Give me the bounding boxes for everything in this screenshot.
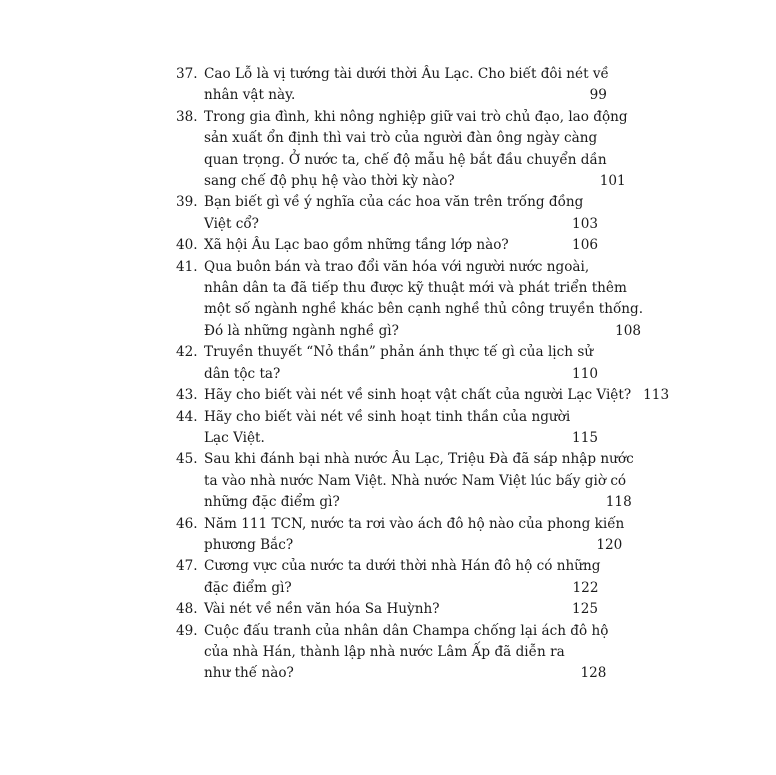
entry-number: 45. <box>176 451 198 468</box>
entry-title-line: nhân dân ta đã tiếp thu được kỹ thuật mới và phát triển thêm <box>204 280 627 297</box>
toc-entry <box>176 257 644 343</box>
entry-page-number: 113 <box>643 387 670 404</box>
entry-title <box>204 599 600 620</box>
entry-title <box>204 257 643 343</box>
entry-title-line: quan trọng. Ở nước ta, chế độ mẫu hệ bắt đầu chuyển dần <box>204 151 607 168</box>
entry-title-line: sang chế độ phụ hệ vào thời kỳ nào? <box>204 173 455 190</box>
entry-title <box>204 621 608 685</box>
entry-title-line: Cao Lỗ là vị tướng tài dưới thời Âu Lạc. Cho biết đôi nét về <box>204 66 609 82</box>
entry-title <box>204 556 600 599</box>
entry-title-line: Truyền thuyết “Nỏ thần” phản ánh thực tế gì của lịch sử <box>204 344 594 361</box>
entry-number: 46. <box>176 515 198 532</box>
entry-title-line: Năm 111 TCN, nước ta rơi vào ách đô hộ nào của phong kiến <box>204 515 625 532</box>
entry-number: 48. <box>176 601 198 618</box>
entry-title <box>204 407 600 450</box>
toc-entry <box>176 235 600 256</box>
entry-number: 43. <box>176 387 198 404</box>
entry-title-line: Sau khi đánh bại nhà nước Âu Lạc, Triệu Đà đã sáp nhập nước <box>204 451 634 468</box>
toc-entry <box>176 64 609 107</box>
entry-title-line: Hãy cho biết vài nét về sinh hoạt tinh thần của người <box>204 408 571 425</box>
entry-page-number: 108 <box>615 322 642 339</box>
entry-title-line: nhân vật này. <box>204 87 296 104</box>
entry-page-number: 128 <box>580 665 607 682</box>
entry-number: 44. <box>176 408 198 425</box>
entry-title <box>204 192 600 235</box>
toc-entry <box>176 556 600 599</box>
entry-title <box>204 385 671 406</box>
toc-entry <box>176 342 600 385</box>
entry-title-line: Bạn biết gì về ý nghĩa của các hoa văn trên trống đồng <box>204 194 584 211</box>
entry-page-number: 120 <box>596 536 623 553</box>
entry-page-number: 101 <box>599 173 626 190</box>
entry-number: 37. <box>176 66 198 82</box>
entry-title <box>204 342 600 385</box>
entry-number: 41. <box>176 258 198 275</box>
entry-title-line: một số ngành nghề khác bên cạnh nghề thủ công truyền thống. <box>204 301 644 318</box>
entry-title-line: như thế nào? <box>204 665 294 682</box>
entry-page-number: 125 <box>572 601 598 618</box>
entry-title-line: những đặc điểm gì? <box>204 494 340 511</box>
toc-entry <box>176 514 625 557</box>
entry-title <box>204 449 634 513</box>
entry-title <box>204 514 624 557</box>
entry-number: 49. <box>176 622 198 639</box>
entry-title-line: dân tộc ta? <box>204 365 281 382</box>
entry-page-number: 110 <box>572 365 598 382</box>
entry-title-line: ta vào nhà nước Nam Việt. Nhà nước Nam Việt lúc bấy giờ có <box>204 472 627 489</box>
entry-number: 38. <box>176 108 198 125</box>
entry-title-line: phương Bắc? <box>204 536 294 553</box>
entry-title <box>204 235 600 256</box>
toc-entry <box>176 407 600 450</box>
entry-number: 40. <box>176 237 198 254</box>
table-of-contents <box>176 64 670 685</box>
entry-page-number: 115 <box>572 429 598 446</box>
entry-title-line: Trong gia đình, khi nông nghiệp giữ vai trò chủ đạo, lao động <box>204 108 628 125</box>
entry-title-line: Hãy cho biết vài nét về sinh hoạt vật chất của người Lạc Việt? <box>204 387 632 404</box>
entry-title-line: Qua buôn bán và trao đổi văn hóa với người nước ngoài, <box>204 258 590 275</box>
entry-page-number: 106 <box>572 237 598 254</box>
entry-title-line: Vài nét về nền văn hóa Sa Huỳnh? <box>204 601 440 618</box>
entry-page-number: 122 <box>572 579 599 596</box>
toc-entry <box>176 599 600 620</box>
toc-entry <box>176 107 628 193</box>
toc-entry <box>176 385 670 406</box>
entry-number: 42. <box>176 344 198 361</box>
entry-page-number: 118 <box>605 494 632 511</box>
entry-title-line: Việt cổ? <box>204 215 259 232</box>
entry-title <box>204 64 609 107</box>
entry-title-line: sản xuất ổn định thì vai trò của người đàn ông ngày càng <box>204 130 598 147</box>
entry-title-line: đặc điểm gì? <box>204 579 292 596</box>
entry-title-line: Đó là những ngành nghề gì? <box>204 322 399 339</box>
entry-title-line: Cương vực của nước ta dưới thời nhà Hán đô hộ có những <box>204 558 601 575</box>
entry-title-line: Xã hội Âu Lạc bao gồm những tầng lớp nào? <box>204 237 509 254</box>
entry-page-number: 103 <box>572 215 598 232</box>
entry-title <box>204 107 628 193</box>
toc-entry <box>176 621 609 685</box>
entry-title-line: Lạc Việt. <box>204 429 265 446</box>
entry-number: 47. <box>176 558 198 575</box>
entry-title-line: Cuộc đấu tranh của nhân dân Champa chống lại ách đô hộ <box>204 622 609 639</box>
entry-number: 39. <box>176 194 198 211</box>
entry-page-number: 99 <box>589 87 607 104</box>
entry-title-line: của nhà Hán, thành lập nhà nước Lâm Ấp đã diễn ra <box>204 643 565 660</box>
toc-entry <box>176 192 600 235</box>
toc-entry <box>176 449 634 513</box>
